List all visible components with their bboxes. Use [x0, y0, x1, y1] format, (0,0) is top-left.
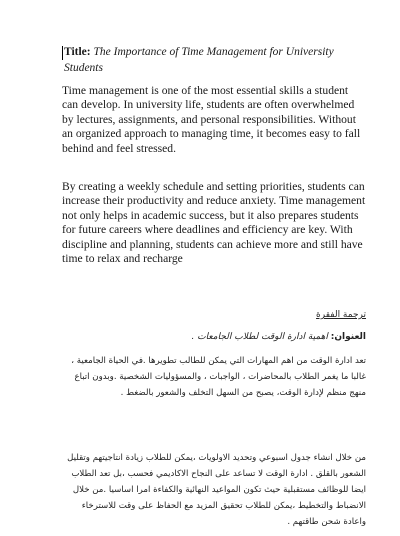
document-title[interactable]	[64, 44, 364, 76]
translation-heading: ترجمة الفقرة	[316, 310, 366, 320]
text-cursor	[62, 46, 63, 60]
english-paragraph-1[interactable]: Time management is one of the most essential skills a student can develop. In university life, students are often overwhelmed by lectures, assignments, and personal responsibilities. Without an organized approach to managing time, it becomes easy to fall behind and feel stressed.	[62, 84, 361, 155]
arabic-paragraph-1[interactable]: تعد ادارة الوقت من اهم المهارات التي يمكن للطالب تطويرها .في الحياة الجامعية ، غالبا ما يغمر الطلاب بالمحاضرات ، الواجبات ، والمسؤوليات الشخصية .وبدون اتباع منهج منظم لإدارة الوقت، يصبح من السهل التخلف والشعور بالضغط .	[71, 356, 366, 398]
english-paragraph-2[interactable]: By creating a weekly schedule and setting priorities, students can increase their productivity and reduce anxiety. Time management not only helps in academic success, but it also prepares students for future careers where deadlines and efficiency are key. With discipline and planning, students can achieve more and still have time to relax and recharge	[62, 180, 366, 266]
title-text: The Importance of Time Management for University Students	[64, 46, 334, 74]
title-label: Title:	[64, 46, 91, 58]
arabic-title[interactable]	[60, 329, 366, 345]
arabic-title-label: العنوان:	[330, 332, 366, 342]
arabic-paragraph-2[interactable]: من خلال انشاء جدول اسبوعي وتحديد الاولويات ،يمكن للطلاب زيادة انتاجيتهم وتقليل الشعور بالقلق . ادارة الوقت لا تساعد على النجاح الاكاديمي فحسب ،بل تعد الطلاب ايضا للوظائف مستقبلية حيث تكون المواعيد النهائية والكفاءة امرا اساسيا .من خلال الانضباط والتخطيط ،يمكن للطلاب تحقيق المزيد مع الحفاظ على وقت للاسترخاء واعادة شحن طاقتهم .	[67, 453, 366, 527]
arabic-title-text: اهمية ادارة الوقت لطلاب الجامعات .	[191, 332, 328, 342]
